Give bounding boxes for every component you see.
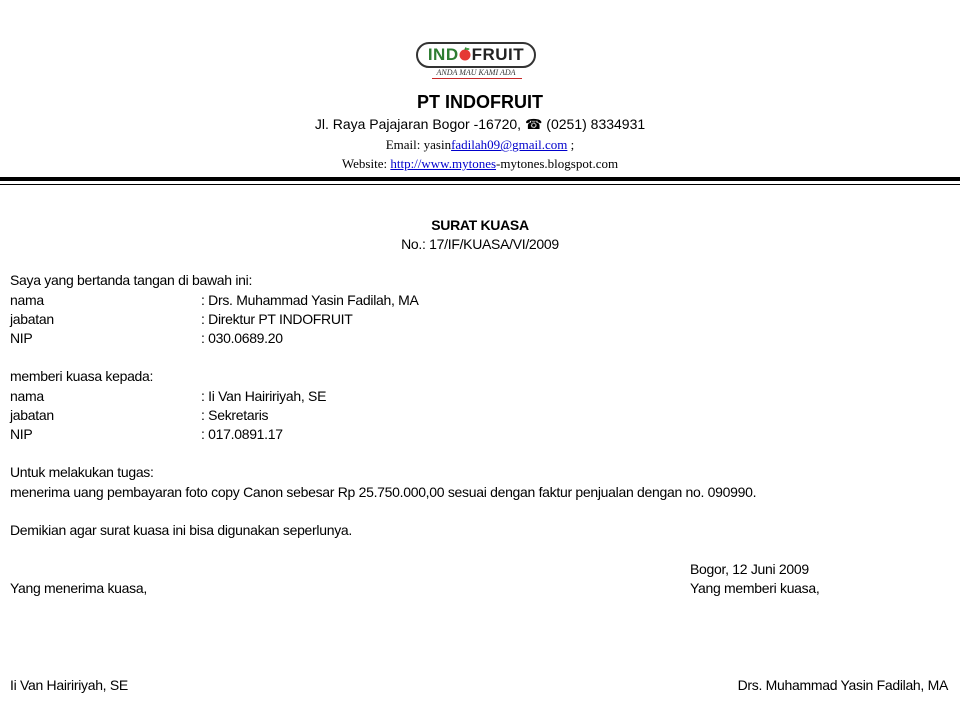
grantor-name-value: : Drs. Muhammad Yasin Fadilah, MA [201,292,419,308]
giver-signature-name: Drs. Muhammad Yasin Fadilah, MA [737,677,948,693]
grantee-nip-value: : 017.0891.17 [201,426,283,442]
letter-number: No.: 17/IF/KUASA/VI/2009 [401,236,559,252]
grantor-name-label: nama [10,292,44,308]
fruit-icon [458,47,472,61]
header-rule-thin [0,184,960,185]
logo-text-part1: IND [427,45,459,64]
company-address: Jl. Raya Pajajaran Bogor -16720, [314,116,522,132]
email-label: Email: yasin [385,137,452,152]
grant-intro: memberi kuasa kepada: [10,368,154,384]
logo-divider [432,78,522,79]
grantee-name-label: nama [10,388,44,404]
place-date: Bogor, 12 Juni 2009 [690,561,809,577]
receiver-signature-name: Ii Van Haiririyah, SE [10,677,128,693]
grantor-nip-value: : 030.0689.20 [201,330,283,346]
logo-text-part2: FRUIT [471,45,525,64]
letter-intro: Saya yang bertanda tangan di bawah ini: [10,272,253,288]
company-email-line [0,137,960,153]
phone-icon: ☎ [524,116,543,132]
grantee-position-label: jabatan [10,407,54,423]
company-logo [416,42,536,68]
email-link[interactable]: fadilah09@gmail.com [451,137,568,152]
task-description: menerima uang pembayaran foto copy Canon sebesar Rp 25.750.000,00 sesuai dengan faktur penjualan dengan no. 090990. [10,484,757,500]
grantee-nip-label: NIP [10,426,33,442]
website-link[interactable]: http://www.mytones [390,156,497,171]
letter-title: SURAT KUASA [431,217,529,233]
grantor-position-label: jabatan [10,311,54,327]
closing-statement: Demikian agar surat kuasa ini bisa digunakan seperlunya. [10,522,352,538]
company-website-line [0,156,960,172]
website-label: Website: [341,156,391,171]
header-rule-thick [0,177,960,181]
giver-label: Yang memberi kuasa, [690,580,820,596]
grantor-position-value: : Direktur PT INDOFRUIT [201,311,353,327]
grantor-nip-label: NIP [10,330,33,346]
logo-tagline: ANDA MAU KAMI ADA [436,68,516,77]
company-address-line [0,116,960,133]
company-phone: (0251) 8334931 [546,116,646,132]
grantee-name-value: : Ii Van Haiririyah, SE [201,388,327,404]
website-suffix: -mytones.blogspot.com [496,156,619,171]
grantee-position-value: : Sekretaris [201,407,269,423]
logo-text [428,45,524,65]
company-name: PT INDOFRUIT [417,92,543,112]
task-intro: Untuk melakukan tugas: [10,464,154,480]
email-suffix: ; [567,137,575,152]
receiver-label: Yang menerima kuasa, [10,580,147,596]
